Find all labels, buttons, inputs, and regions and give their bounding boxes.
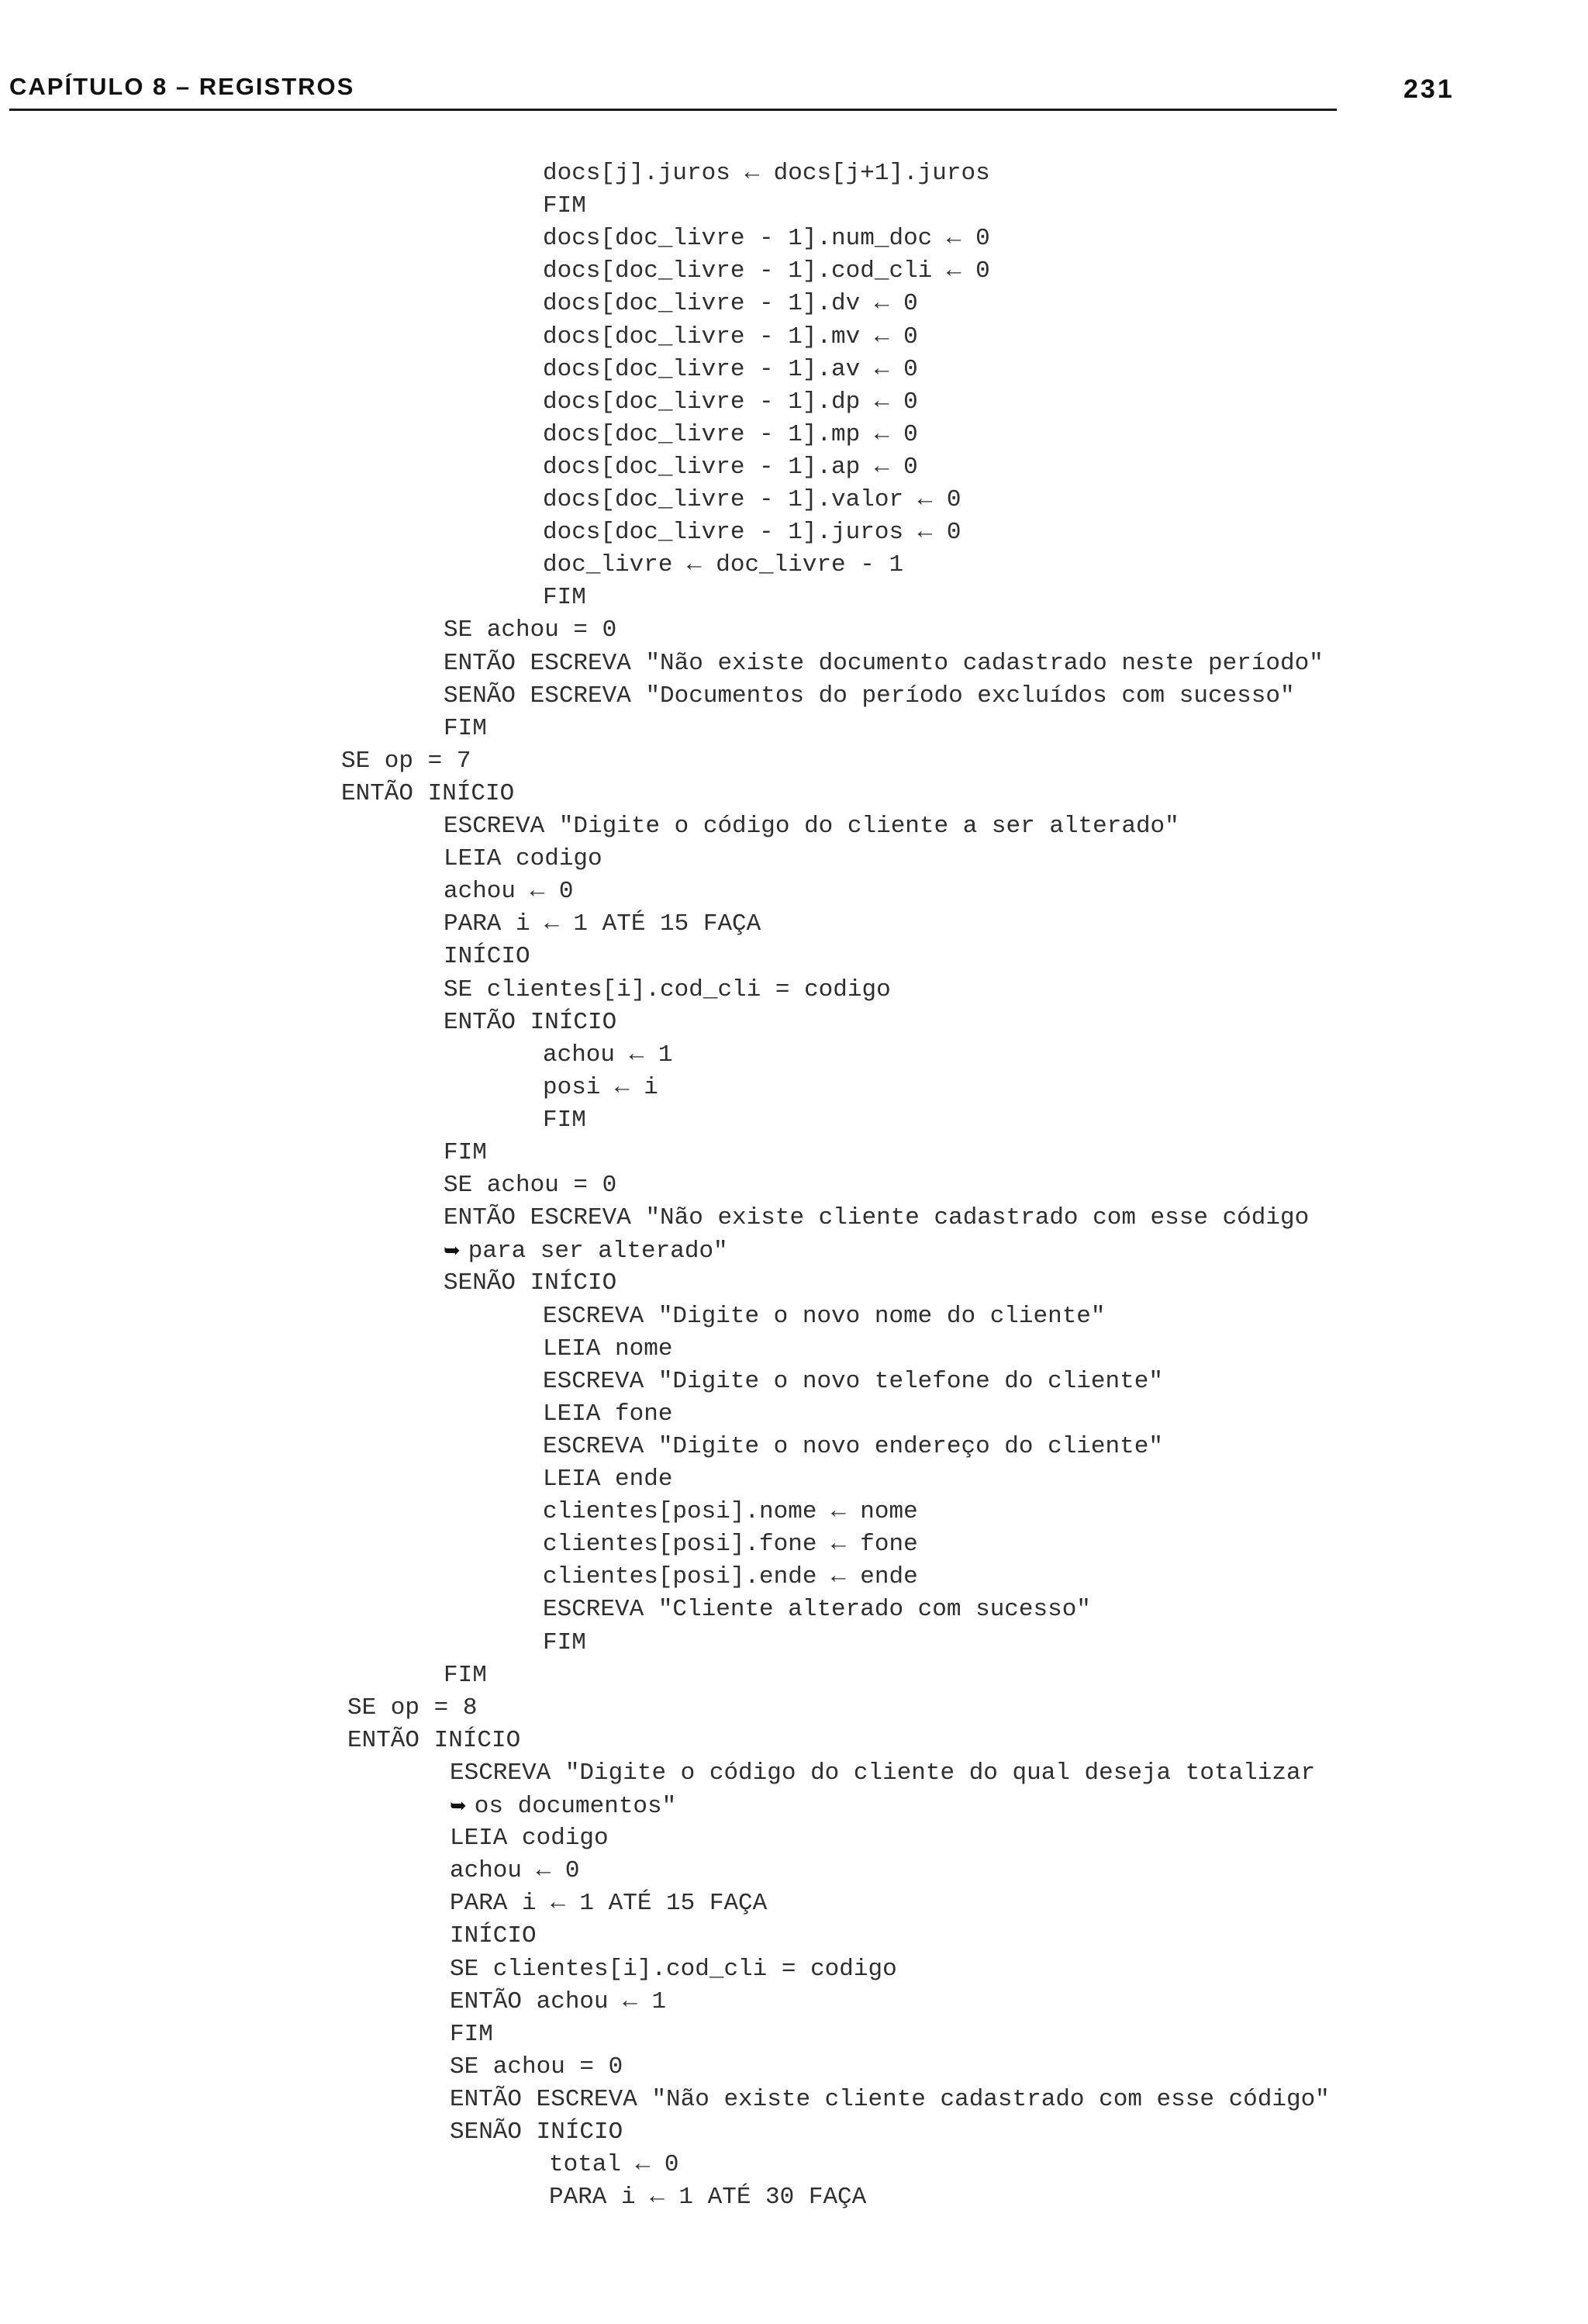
code-line-text: ENTÃO INÍCIO	[444, 1008, 617, 1036]
code-line	[341, 745, 471, 778]
code-line	[450, 1920, 537, 1953]
code-line-text: total ← 0	[549, 2151, 679, 2179]
code-line	[450, 2084, 1330, 2116]
code-line	[543, 1333, 672, 1366]
code-line	[444, 1202, 1309, 1235]
code-line-text: PARA i ← 1 ATÉ 15 FAÇA	[450, 1890, 768, 1918]
code-line	[450, 1953, 897, 1986]
code-line-text: FIM	[543, 1106, 586, 1134]
code-line	[450, 1757, 1315, 1790]
continuation-arrow-icon: ➥	[444, 1239, 461, 1263]
code-line-text: ESCREVA "Digite o código do cliente do qual deseja totalizar	[450, 1759, 1316, 1787]
code-line-text: ENTÃO ESCREVA "Não existe cliente cadastrado com esse código	[444, 1204, 1310, 1232]
code-line-text: SE clientes[i].cod_cli = codigo	[444, 976, 891, 1003]
code-line-text: posi ← i	[543, 1073, 658, 1101]
code-line-text: LEIA ende	[543, 1466, 673, 1493]
code-line-text: ESCREVA "Digite o novo endereço do cliente"	[543, 1432, 1163, 1460]
code-line	[543, 1300, 1106, 1333]
code-line-text: ESCREVA "Digite o novo telefone do cliente"	[543, 1367, 1163, 1395]
code-line-text: FIM	[543, 1628, 586, 1656]
code-line-text: SE clientes[i].cod_cli = codigo	[450, 1955, 897, 1983]
code-line-text: clientes[posi].ende ← ende	[543, 1563, 918, 1591]
code-line	[543, 451, 918, 484]
code-line	[543, 1528, 918, 1561]
code-line	[543, 288, 918, 320]
code-line	[444, 908, 761, 941]
code-line	[543, 321, 918, 354]
code-line	[444, 974, 891, 1007]
code-line	[543, 582, 586, 614]
code-line-text: PARA i ← 1 ATÉ 30 FAÇA	[549, 2184, 867, 2212]
code-line	[444, 1137, 487, 1169]
code-line-text: docs[doc_livre - 1].mv ← 0	[543, 323, 918, 350]
code-line	[444, 1169, 616, 1202]
code-line	[450, 1822, 609, 1855]
code-line	[543, 190, 586, 223]
code-line	[450, 1855, 579, 1887]
code-line-text: SENÃO INÍCIO	[444, 1269, 617, 1297]
code-line	[543, 1463, 672, 1496]
code-line	[444, 680, 1295, 713]
code-line-text: achou ← 1	[543, 1041, 673, 1069]
code-line	[543, 354, 918, 386]
code-line	[444, 875, 573, 908]
code-line-text: docs[j].juros ← docs[j+1].juros	[543, 160, 990, 187]
code-line	[543, 1561, 918, 1594]
code-line	[450, 1887, 767, 1920]
code-line-text: achou ← 0	[450, 1857, 580, 1885]
code-line-text: docs[doc_livre - 1].av ← 0	[543, 355, 918, 383]
code-line-text: ENTÃO ESCREVA "Não existe cliente cadastrado com esse código"	[450, 2085, 1330, 2113]
code-line	[543, 1594, 1091, 1626]
code-line-text: docs[doc_livre - 1].dp ← 0	[543, 388, 918, 416]
code-line-text: SE achou = 0	[444, 616, 617, 644]
code-line-text: ESCREVA "Cliente alterado com sucesso"	[543, 1596, 1091, 1624]
code-line	[543, 255, 990, 288]
code-line	[444, 843, 602, 875]
code-line	[543, 1496, 918, 1528]
code-line	[444, 713, 487, 745]
code-line	[347, 1692, 477, 1725]
code-line-text: LEIA fone	[543, 1400, 673, 1428]
code-line-text: INÍCIO	[450, 1922, 537, 1950]
page-number: 231	[1403, 74, 1455, 104]
code-line-text: ENTÃO ESCREVA "Não existe documento cadastrado neste período"	[444, 649, 1324, 677]
code-line-text: doc_livre ← doc_livre - 1	[543, 551, 904, 579]
code-line	[444, 1235, 728, 1267]
code-line	[543, 516, 961, 549]
code-line-text: docs[doc_livre - 1].cod_cli ← 0	[543, 257, 990, 285]
code-line	[543, 223, 990, 255]
code-line-text: PARA i ← 1 ATÉ 15 FAÇA	[444, 910, 761, 938]
code-line-text: SENÃO INÍCIO	[450, 2119, 623, 2146]
code-line-text: docs[doc_livre - 1].num_doc ← 0	[543, 225, 990, 253]
code-line	[444, 647, 1324, 680]
code-line-text: docs[doc_livre - 1].dv ← 0	[543, 290, 918, 318]
code-line-text: docs[doc_livre - 1].valor ← 0	[543, 486, 961, 513]
code-line-text: LEIA codigo	[450, 1825, 609, 1853]
code-line	[543, 549, 903, 582]
code-line	[444, 1267, 616, 1300]
code-line	[543, 386, 918, 419]
code-line	[450, 2116, 623, 2149]
code-line-text: para ser alterado"	[468, 1238, 728, 1266]
continuation-arrow-icon: ➥	[450, 1794, 467, 1818]
code-line	[450, 2051, 623, 2084]
code-line-text: os documentos"	[474, 1793, 677, 1820]
code-line-text: ESCREVA "Digite o código do cliente a ser alterado"	[444, 813, 1179, 840]
code-line	[444, 941, 530, 973]
code-line	[444, 810, 1179, 843]
code-line-text: FIM	[444, 1661, 487, 1689]
code-line-text: FIM	[444, 1139, 487, 1166]
code-line-text: ESCREVA "Digite o novo nome do cliente"	[543, 1302, 1106, 1330]
code-line-text: FIM	[543, 584, 586, 612]
code-line	[444, 1659, 487, 1692]
code-line	[450, 1986, 666, 2018]
code-line	[543, 1104, 586, 1137]
code-line-text: docs[doc_livre - 1].juros ← 0	[543, 519, 961, 547]
code-line	[341, 778, 514, 810]
code-line-text: clientes[posi].nome ← nome	[543, 1498, 918, 1526]
code-line-text: SE op = 7	[341, 747, 471, 775]
code-line	[543, 1366, 1163, 1398]
code-line-text: LEIA nome	[543, 1335, 673, 1362]
code-line	[549, 2181, 866, 2214]
code-line	[444, 614, 616, 647]
code-line	[444, 1007, 616, 1039]
code-line	[450, 2018, 493, 2051]
code-line-text: achou ← 0	[444, 878, 574, 906]
code-line	[549, 2149, 678, 2181]
code-line-text: INÍCIO	[444, 943, 530, 971]
code-line	[347, 1725, 520, 1757]
code-line	[543, 484, 961, 516]
code-line	[543, 1627, 586, 1659]
code-line-text: SE op = 8	[347, 1694, 478, 1721]
code-line	[543, 1398, 672, 1431]
chapter-title: CAPÍTULO 8 – REGISTROS	[9, 73, 355, 100]
code-line	[543, 419, 918, 451]
code-line-text: FIM	[450, 2020, 493, 2048]
code-line	[450, 1790, 676, 1822]
code-line	[543, 1431, 1163, 1463]
code-line-text: FIM	[444, 714, 487, 742]
code-line-text: ENTÃO INÍCIO	[347, 1726, 521, 1754]
code-line-text: docs[doc_livre - 1].ap ← 0	[543, 453, 918, 481]
code-line-text: docs[doc_livre - 1].mp ← 0	[543, 420, 918, 448]
code-line-text: clientes[posi].fone ← fone	[543, 1531, 918, 1559]
code-line	[543, 157, 990, 190]
code-line-text: ENTÃO INÍCIO	[341, 779, 515, 807]
code-line-text: SENÃO ESCREVA "Documentos do período excluídos com sucesso"	[444, 682, 1295, 710]
code-line-text: FIM	[543, 192, 586, 220]
code-line-text: SE achou = 0	[444, 1172, 617, 1200]
code-line-text: LEIA codigo	[444, 845, 602, 873]
code-line-text: ENTÃO achou ← 1	[450, 1987, 667, 2015]
code-line	[543, 1072, 658, 1104]
code-line	[543, 1039, 672, 1072]
code-line-text: SE achou = 0	[450, 2053, 623, 2081]
